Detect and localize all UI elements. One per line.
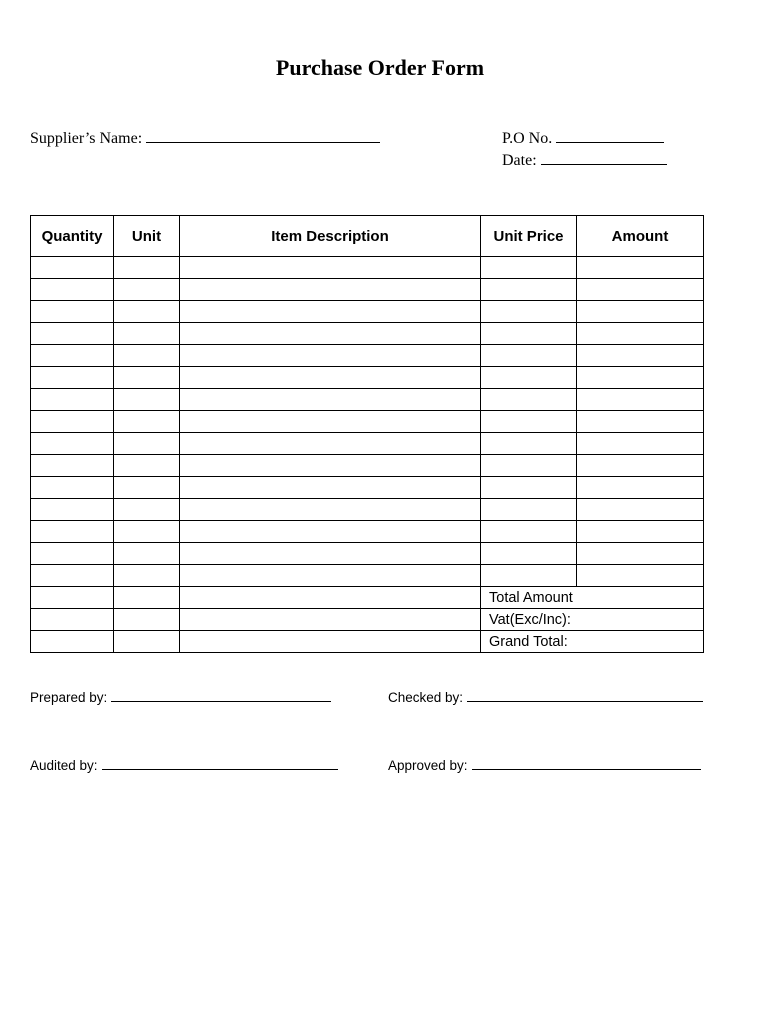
table-cell[interactable] (31, 631, 114, 653)
table-row (31, 345, 704, 367)
table-cell[interactable] (31, 477, 114, 499)
supplier-name-label: Supplier’s Name: (30, 130, 143, 147)
table-cell[interactable] (114, 411, 180, 433)
supplier-name-line[interactable] (146, 128, 380, 143)
checked-by-field[interactable] (388, 690, 703, 705)
table-cell[interactable] (31, 521, 114, 543)
table-cell[interactable] (481, 499, 577, 521)
table-cell[interactable] (114, 565, 180, 587)
table-row (31, 455, 704, 477)
items-table (30, 215, 704, 653)
table-cell[interactable] (114, 587, 180, 609)
table-row (31, 257, 704, 279)
prepared-by-field[interactable] (30, 690, 331, 705)
approved-by-field[interactable] (388, 758, 701, 773)
table-cell[interactable] (481, 367, 577, 389)
date-line[interactable] (541, 150, 667, 165)
table-cell[interactable] (180, 609, 481, 631)
table-cell[interactable] (180, 389, 481, 411)
date-label: Date: (502, 152, 537, 169)
table-cell[interactable] (180, 433, 481, 455)
table-cell[interactable] (481, 301, 577, 323)
column-header-item-description: Item Description (180, 216, 481, 257)
table-cell[interactable] (180, 477, 481, 499)
table-cell[interactable] (481, 323, 577, 345)
table-cell[interactable] (114, 609, 180, 631)
table-header-row (31, 216, 704, 257)
table-cell[interactable] (180, 587, 481, 609)
table-row (31, 411, 704, 433)
table-cell[interactable] (577, 345, 704, 367)
table-cell[interactable] (114, 301, 180, 323)
table-cell[interactable] (114, 543, 180, 565)
column-header-quantity: Quantity (31, 216, 114, 257)
table-cell[interactable] (481, 257, 577, 279)
po-number-line[interactable] (556, 128, 664, 143)
audited-by-field[interactable] (30, 758, 338, 773)
table-cell[interactable] (577, 301, 704, 323)
total-amount-label: Total Amount (481, 587, 704, 609)
table-cell[interactable] (481, 455, 577, 477)
table-cell[interactable] (31, 301, 114, 323)
table-row (31, 565, 704, 587)
table-cell[interactable] (180, 323, 481, 345)
table-row (31, 499, 704, 521)
table-cell[interactable] (31, 367, 114, 389)
table-cell[interactable] (481, 345, 577, 367)
column-header-amount: Amount (577, 216, 704, 257)
approved-by-label: Approved by: (388, 758, 468, 773)
grand-total-label: Grand Total: (481, 631, 704, 653)
table-cell[interactable] (31, 323, 114, 345)
items-table-body (31, 257, 704, 653)
table-cell[interactable] (577, 521, 704, 543)
table-cell[interactable] (577, 323, 704, 345)
table-cell[interactable] (114, 257, 180, 279)
table-cell[interactable] (114, 477, 180, 499)
table-cell[interactable] (114, 279, 180, 301)
table-cell[interactable] (577, 279, 704, 301)
column-header-unit-price: Unit Price (481, 216, 577, 257)
vat-label: Vat(Exc/Inc): (481, 609, 704, 631)
approved-by-line[interactable] (472, 758, 701, 770)
table-cell[interactable] (31, 389, 114, 411)
table-cell[interactable] (577, 411, 704, 433)
table-cell[interactable] (114, 367, 180, 389)
table-cell[interactable] (577, 367, 704, 389)
prepared-by-label: Prepared by: (30, 690, 108, 705)
table-cell[interactable] (577, 565, 704, 587)
prepared-by-line[interactable] (111, 690, 331, 702)
table-cell[interactable] (577, 477, 704, 499)
table-cell[interactable] (180, 257, 481, 279)
table-cell[interactable] (31, 411, 114, 433)
table-cell[interactable] (114, 433, 180, 455)
table-cell[interactable] (31, 543, 114, 565)
table-cell[interactable] (180, 631, 481, 653)
date-field[interactable] (502, 150, 667, 170)
table-row (31, 279, 704, 301)
table-cell[interactable] (180, 521, 481, 543)
table-cell[interactable] (114, 345, 180, 367)
table-cell[interactable] (577, 389, 704, 411)
table-cell[interactable] (577, 499, 704, 521)
column-header-unit: Unit (114, 216, 180, 257)
table-cell[interactable] (114, 499, 180, 521)
table-cell[interactable] (114, 631, 180, 653)
table-cell[interactable] (31, 257, 114, 279)
audited-by-line[interactable] (102, 758, 338, 770)
grand-total-row (31, 631, 704, 653)
table-cell[interactable] (180, 411, 481, 433)
table-cell[interactable] (31, 345, 114, 367)
supplier-name-field[interactable] (30, 128, 380, 148)
table-cell[interactable] (180, 543, 481, 565)
table-cell[interactable] (180, 455, 481, 477)
po-number-label: P.O No. (502, 130, 553, 147)
table-cell[interactable] (180, 499, 481, 521)
table-cell[interactable] (481, 433, 577, 455)
table-cell[interactable] (180, 279, 481, 301)
table-cell[interactable] (577, 257, 704, 279)
table-cell[interactable] (31, 455, 114, 477)
table-cell[interactable] (114, 389, 180, 411)
table-cell[interactable] (180, 345, 481, 367)
table-cell[interactable] (114, 455, 180, 477)
checked-by-label: Checked by: (388, 690, 464, 705)
table-cell[interactable] (31, 587, 114, 609)
table-cell[interactable] (481, 521, 577, 543)
table-cell[interactable] (114, 323, 180, 345)
table-cell[interactable] (481, 411, 577, 433)
table-cell[interactable] (180, 301, 481, 323)
table-row (31, 389, 704, 411)
table-cell[interactable] (481, 279, 577, 301)
audited-by-label: Audited by: (30, 758, 98, 773)
table-cell[interactable] (481, 389, 577, 411)
form-title: Purchase Order Form (275, 55, 485, 80)
table-cell[interactable] (180, 565, 481, 587)
table-cell[interactable] (31, 565, 114, 587)
table-row (31, 433, 704, 455)
table-cell[interactable] (577, 543, 704, 565)
total-amount-row (31, 587, 704, 609)
vat-row (31, 609, 704, 631)
po-number-field[interactable] (502, 128, 664, 148)
table-cell[interactable] (577, 455, 704, 477)
checked-by-line[interactable] (467, 690, 703, 702)
table-row (31, 301, 704, 323)
table-row (31, 477, 704, 499)
table-cell[interactable] (31, 499, 114, 521)
table-cell[interactable] (481, 565, 577, 587)
table-cell[interactable] (31, 433, 114, 455)
table-cell[interactable] (577, 433, 704, 455)
table-cell[interactable] (180, 367, 481, 389)
table-row (31, 543, 704, 565)
table-cell[interactable] (31, 279, 114, 301)
table-cell[interactable] (481, 543, 577, 565)
table-cell[interactable] (481, 477, 577, 499)
table-cell[interactable] (31, 609, 114, 631)
table-row (31, 521, 704, 543)
table-row (31, 367, 704, 389)
table-row (31, 323, 704, 345)
table-cell[interactable] (114, 521, 180, 543)
